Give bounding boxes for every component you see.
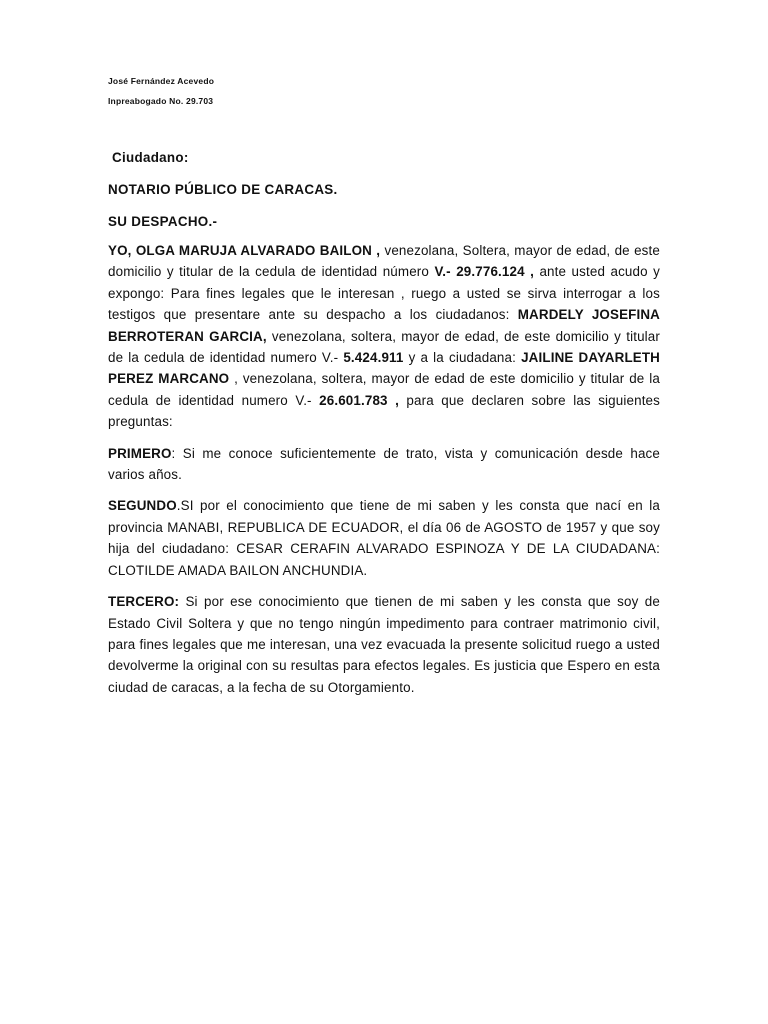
question-text: Si por ese conocimiento que tienen de mi saben y les consta que soy de Estado Civil Soltera y que no tengo ningún impedimento para contraer matrimonio civil, para fines legales que me interesan, una vez evacuada la presente solicitud ruego a usted devolverme la original con su resultas para efectos legales. Es justicia que Espero en esta ciudad de caracas, a la fecha de su Otorgamiento. <box>108 594 660 695</box>
addressee-block <box>108 148 338 244</box>
addressee-title: Ciudadano: <box>112 150 189 165</box>
applicant-id: V.- 29.776.124 , <box>434 264 535 280</box>
intro-text-3: venezolana, soltera, mayor de edad, de este domicilio y titular de la cedula de identidad numero V.- <box>108 328 660 366</box>
document-header <box>108 71 214 111</box>
intro-paragraph <box>108 240 660 433</box>
witness1-name: MARDELY JOSEFINA BERROTERAN GARCIA, <box>108 307 660 344</box>
question-text: : Si me conoce suficientemente de trato, vista y comunicación desde hace varios años. <box>108 445 660 483</box>
registration-number: Inpreabogado No. 29.703 <box>108 96 214 106</box>
question-label: PRIMERO <box>108 445 172 461</box>
author-name: José Fernández Acevedo <box>108 76 215 86</box>
addressee-closing: SU DESPACHO.- <box>108 214 218 229</box>
witness1-id: 5.424.911 <box>343 350 404 366</box>
question-primero <box>108 443 660 486</box>
intro-text-1: venezolana, Soltera, mayor de edad, de este domicilio y titular de la cedula de identidad número <box>108 243 660 280</box>
applicant-name: YO, OLGA MARUJA ALVARADO BAILON , <box>108 243 381 258</box>
document-body <box>108 240 660 708</box>
question-tercero <box>108 591 660 698</box>
intro-text-5: , venezolana, soltera, mayor de edad de este domicilio y titular de la cedula de identidad numero V.- <box>108 371 660 408</box>
witness2-id: 26.601.783 , <box>319 392 399 408</box>
question-text: .SI por el conocimiento que tiene de mi saben y les consta que nací en la provincia MANABI, REPUBLICA DE ECUADOR, el día 06 de AGOSTO de 1957 y que soy hija del ciudadano: CESAR CERAFIN ALVARADO ESPINOZA Y DE LA CIUDADANA: CLOTILDE AMADA BAILON ANCHUNDIA. <box>108 498 660 578</box>
intro-text-4: y a la ciudadana: <box>403 350 522 366</box>
question-label: SEGUNDO <box>108 498 177 514</box>
question-label: TERCERO: <box>108 594 180 610</box>
intro-text-2: ante usted acudo y expongo: Para fines legales que le interesan , ruego a usted se sirva interrogar a los testigos que presentare ante su despacho a los ciudadanos: <box>108 264 661 323</box>
intro-text-6: para que declaren sobre las siguientes preguntas: <box>108 392 661 430</box>
question-segundo <box>108 495 660 581</box>
witness2-name: JAILINE DAYARLETH PEREZ MARCANO <box>108 350 661 387</box>
addressee-office: NOTARIO PÚBLICO DE CARACAS. <box>108 182 338 197</box>
